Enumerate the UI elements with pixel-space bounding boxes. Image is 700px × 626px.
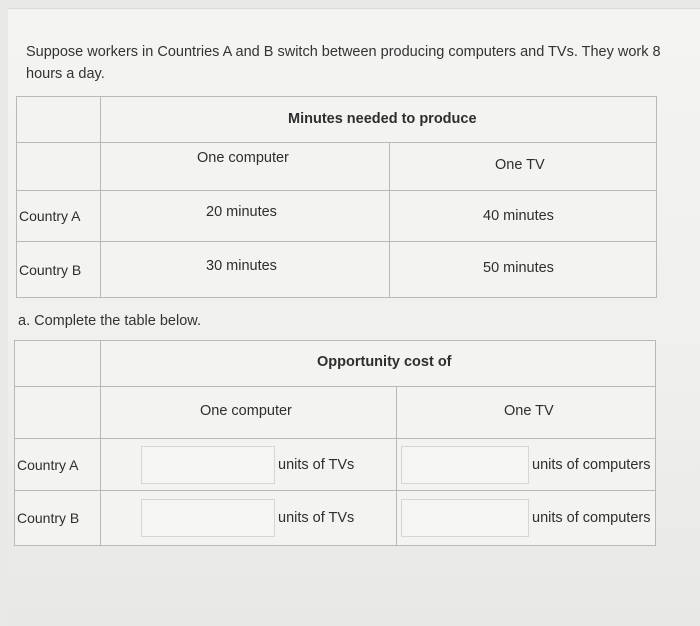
- opp-row-a-tv: [397, 439, 656, 491]
- opp-row-b-tv: [397, 491, 656, 546]
- minutes-row-b-computer: 30 minutes: [101, 242, 390, 298]
- minutes-col-tv: [390, 143, 657, 191]
- minutes-row-a-label: Country A: [17, 191, 101, 242]
- unit-label: units of computers: [532, 510, 651, 526]
- opp-col-computer: [101, 387, 397, 439]
- country-a-tv-answer-input[interactable]: [401, 446, 529, 484]
- opp-header: Opportunity cost of: [317, 354, 452, 370]
- unit-label: units of TVs: [278, 510, 355, 526]
- opp-row-b-computer: [101, 491, 397, 546]
- minutes-header: Minutes needed to produce: [288, 111, 477, 127]
- minutes-table-corner: [17, 97, 101, 143]
- minutes-col-computer: [101, 143, 390, 191]
- opp-table-corner: [15, 341, 101, 387]
- minutes-row-b-label: Country B: [17, 242, 101, 298]
- opp-row-a-label: Country A: [15, 439, 101, 491]
- country-b-tv-answer-input[interactable]: [401, 499, 529, 537]
- minutes-header-cell: [101, 97, 657, 143]
- country-a-computer-answer-input[interactable]: [141, 446, 275, 484]
- minutes-row-a-tv: 40 minutes: [390, 191, 657, 242]
- opp-col-tv-label: One TV: [504, 403, 554, 419]
- opp-row-b-label: Country B: [15, 491, 101, 546]
- unit-label: units of computers: [532, 456, 651, 473]
- minutes-table-blank: [17, 143, 101, 191]
- country-b-computer-answer-input[interactable]: [141, 499, 275, 537]
- opp-row-a-computer: [101, 439, 397, 491]
- minutes-col-computer-label: One computer: [197, 150, 289, 166]
- minutes-row-b-tv: 50 minutes: [390, 242, 657, 298]
- part-a-instruction: a. Complete the table below.: [18, 313, 201, 329]
- opp-header-cell: [101, 341, 656, 387]
- question-intro: Suppose workers in Countries A and B switch between producing computers and TVs. They work 8 hours a day.: [26, 44, 661, 82]
- opp-col-tv: [397, 387, 656, 439]
- minutes-col-tv-label: One TV: [495, 157, 545, 173]
- opportunity-cost-table: [14, 340, 656, 546]
- unit-label: units of TVs: [278, 456, 355, 473]
- minutes-row-a-computer: 20 minutes: [101, 191, 390, 242]
- opp-col-computer-label: One computer: [200, 403, 292, 419]
- opp-table-blank: [15, 387, 101, 439]
- minutes-table: [16, 96, 657, 298]
